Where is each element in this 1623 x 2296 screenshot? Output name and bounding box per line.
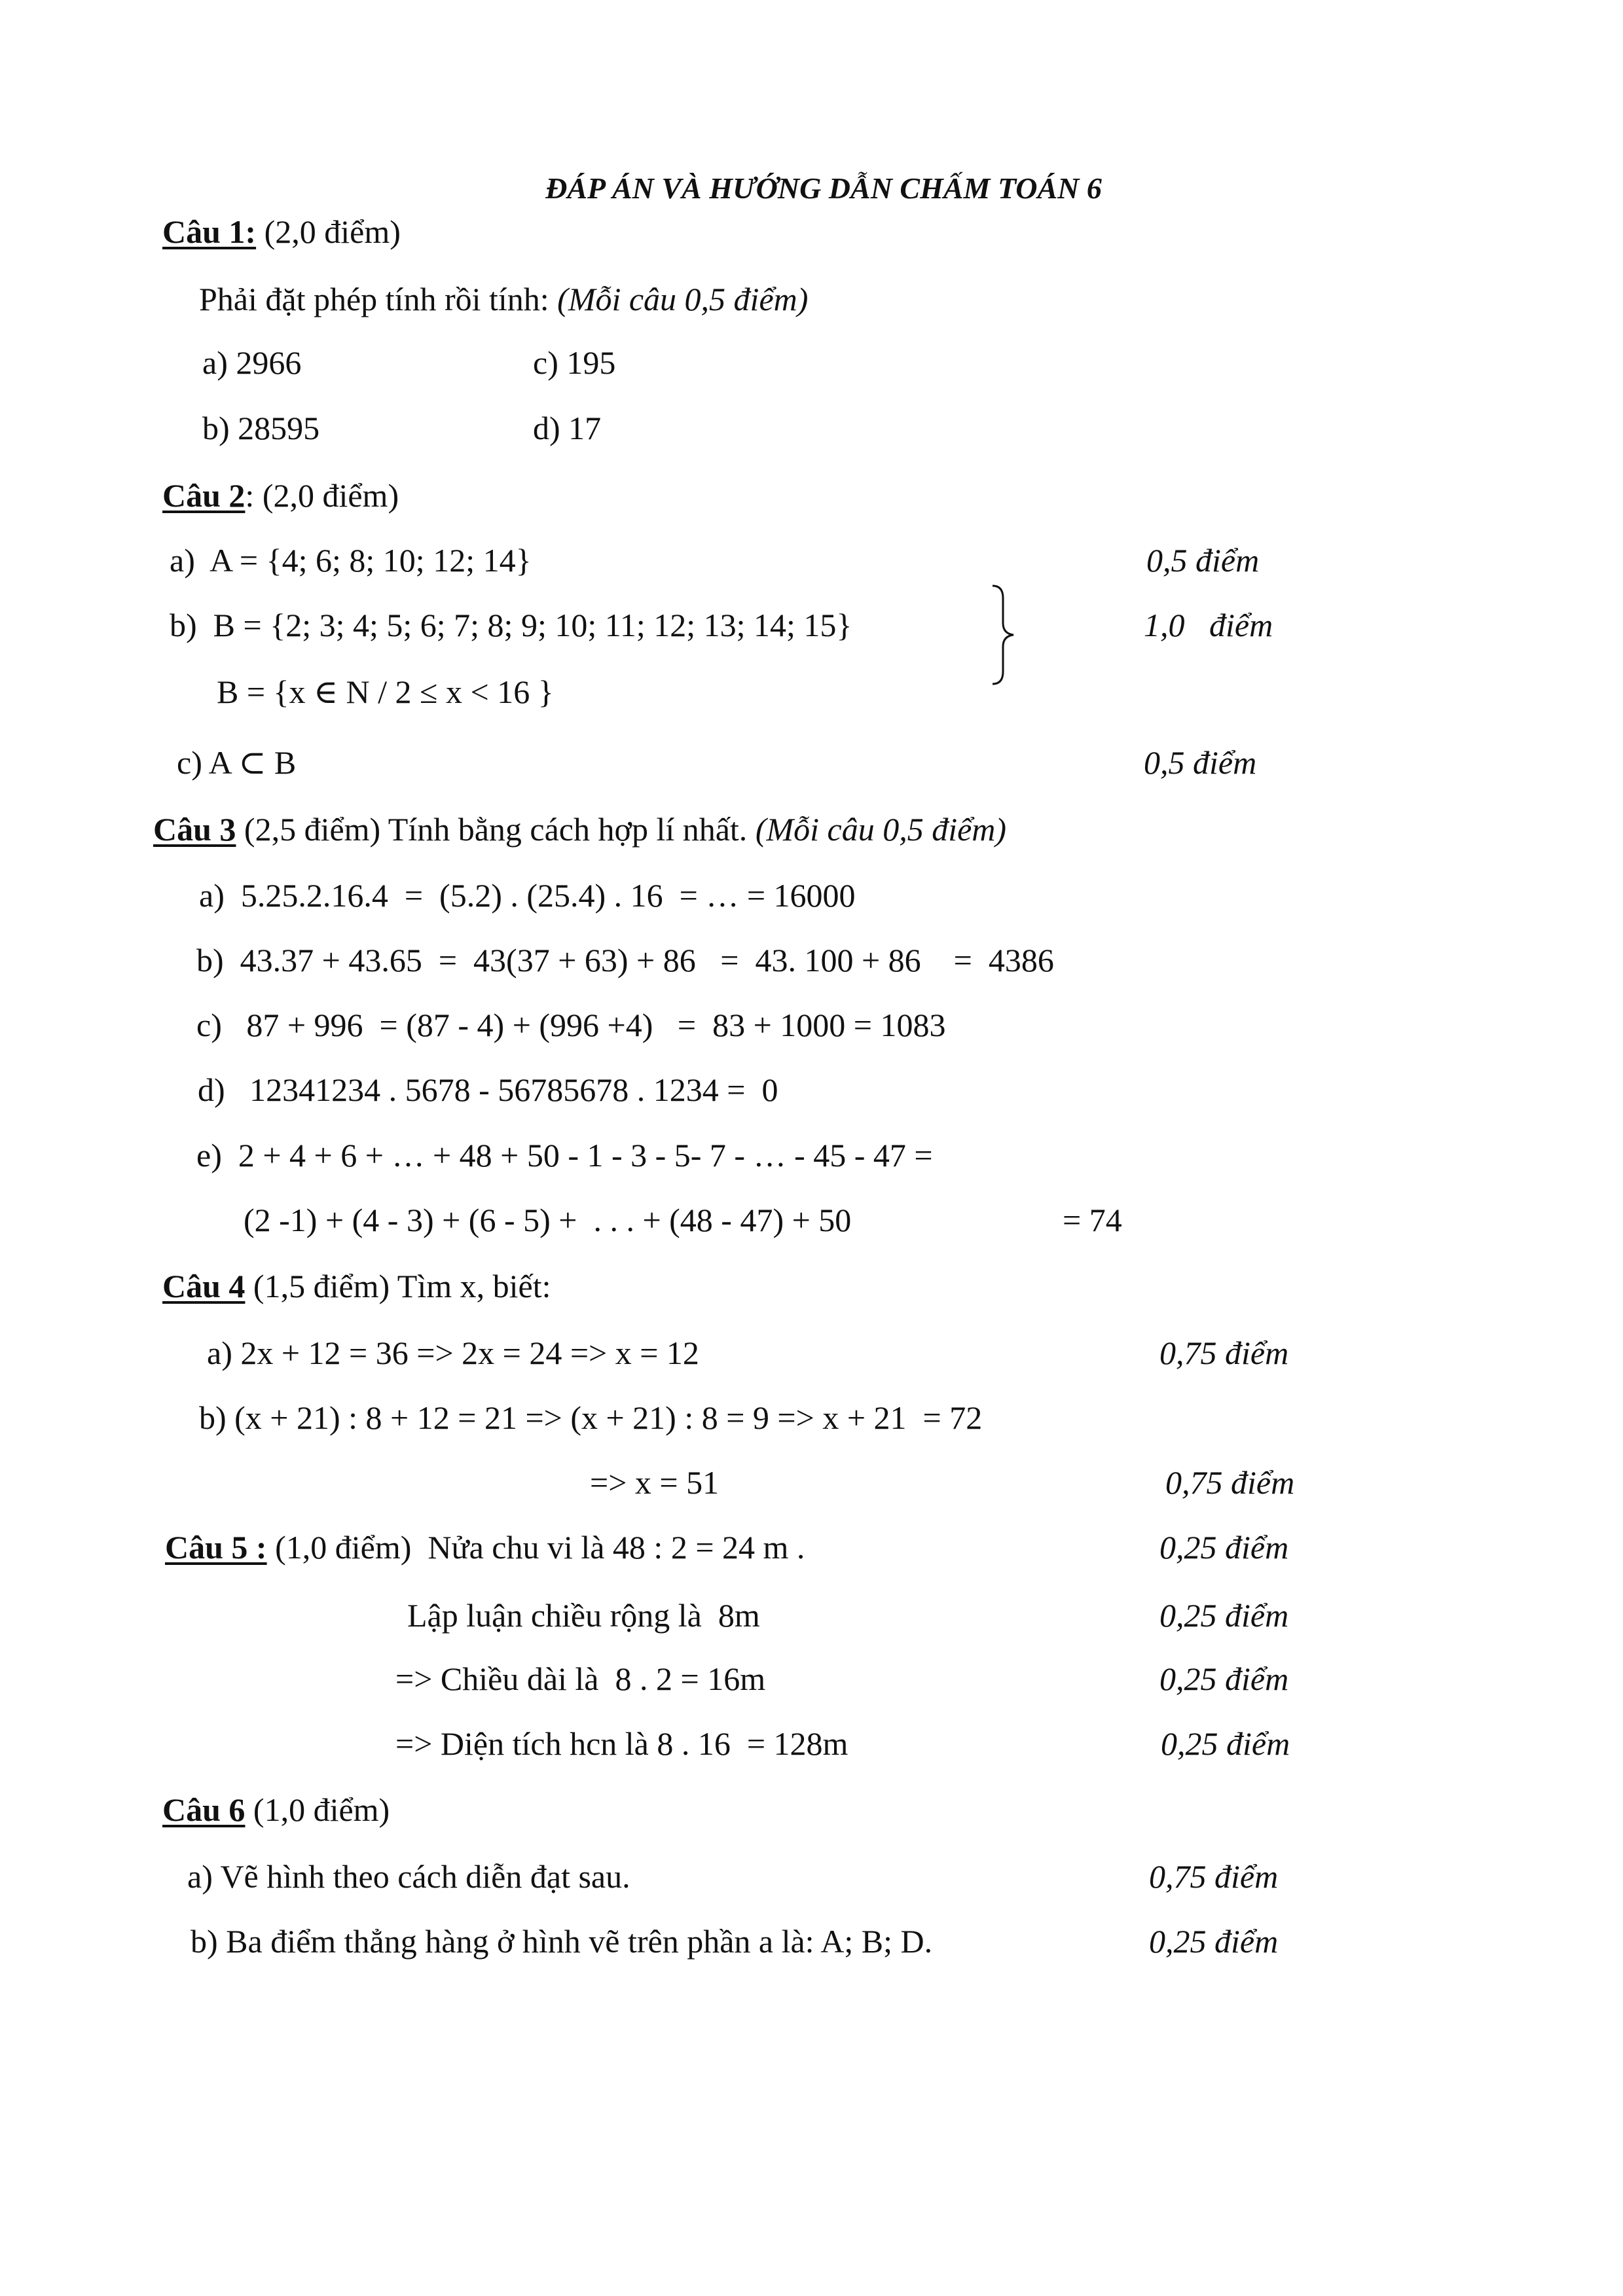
q1-heading: Câu 1: <box>162 213 257 250</box>
q2-answer-b: b) B = {2; 3; 4; 5; 6; 7; 8; 9; 10; 11; 12; 13; 14; 15} <box>170 607 852 643</box>
right-brace-icon <box>990 584 1023 686</box>
q5-score-4: 0,25 điểm <box>1161 1725 1290 1762</box>
q6-heading: Câu 6 <box>162 1791 246 1828</box>
q4-heading: Câu 4 <box>162 1268 246 1304</box>
q6-heading-line <box>162 1790 390 1829</box>
q4-answer-b: b) (x + 21) : 8 + 12 = 21 => (x + 21) : 8 = 9 => x + 21 = 72 <box>199 1399 983 1436</box>
q3-heading-line <box>153 810 1006 849</box>
q4-score-a: 0,75 điểm <box>1159 1335 1289 1371</box>
q3-answer-a: a) 5.25.2.16.4 = (5.2) . (25.4) . 16 = … = 16000 <box>199 877 856 914</box>
q3-heading: Câu 3 <box>153 811 236 848</box>
q1-heading-line <box>162 212 401 251</box>
q4-answer-b-result: => x = 51 <box>590 1464 720 1501</box>
q3-answer-d: d) 12341234 . 5678 - 56785678 . 1234 = 0 <box>198 1071 778 1108</box>
q2-answer-c: c) A ⊂ B <box>177 744 297 781</box>
q3-answer-e-result: = 74 <box>1063 1202 1122 1238</box>
q1-intro-note: (Mỗi câu 0,5 điểm) <box>557 281 809 317</box>
q2-heading: Câu 2 <box>162 477 246 514</box>
q3-answer-c: c) 87 + 996 = (87 - 4) + (996 +4) = 83 + 1000 = 1083 <box>196 1007 946 1043</box>
q2-score-b: 1,0 điểm <box>1144 607 1273 643</box>
q3-answer-e-expansion: (2 -1) + (4 - 3) + (6 - 5) + . . . + (48 - 47) + 50 <box>244 1202 852 1238</box>
q6-answer-b: b) Ba điểm thẳng hàng ở hình vẽ trên phần a là: A; B; D. <box>191 1923 933 1960</box>
q6-score-b: 0,25 điểm <box>1149 1923 1279 1960</box>
q5-line-4: => Diện tích hcn là 8 . 16 = 128m <box>395 1725 848 1762</box>
q1-intro-line <box>199 279 808 319</box>
q5-score-2: 0,25 điểm <box>1159 1597 1289 1634</box>
q5-score-1: 0,25 điểm <box>1159 1529 1289 1566</box>
q1-points: (2,0 điểm) <box>256 213 401 250</box>
q1-answer-a: a) 2966 <box>202 344 302 381</box>
q5-heading: Câu 5 : <box>165 1529 267 1566</box>
q6-score-a: 0,75 điểm <box>1149 1858 1279 1895</box>
document-title: ĐÁP ÁN VÀ HƯỚNG DẪN CHẤM TOÁN 6 <box>545 171 1102 205</box>
q5-score-3: 0,25 điểm <box>1159 1660 1289 1697</box>
q3-points: (2,5 điểm) Tính bằng cách hợp lí nhất. <box>236 811 756 848</box>
q1-intro: Phải đặt phép tính rồi tính: <box>199 281 558 317</box>
q3-answer-b: b) 43.37 + 43.65 = 43(37 + 63) + 86 = 43. 100 + 86 = 4386 <box>196 942 1054 978</box>
q5-line-3: => Chiều dài là 8 . 2 = 16m <box>395 1660 766 1697</box>
q3-answer-e: e) 2 + 4 + 6 + … + 48 + 50 - 1 - 3 - 5- 7 - … - 45 - 47 = <box>196 1137 933 1174</box>
q5-heading-line <box>165 1528 805 1567</box>
q6-points: (1,0 điểm) <box>245 1791 390 1828</box>
q4-score-b: 0,75 điểm <box>1165 1464 1295 1501</box>
q2-score-a: 0,5 điểm <box>1146 542 1260 579</box>
q4-answer-a: a) 2x + 12 = 36 => 2x = 24 => x = 12 <box>207 1335 699 1371</box>
q3-note: (Mỗi câu 0,5 điểm) <box>755 811 1007 848</box>
q2-points: : (2,0 điểm) <box>245 477 399 514</box>
q1-answer-c: c) 195 <box>533 344 616 381</box>
q5-points: (1,0 điểm) Nửa chu vi là 48 : 2 = 24 m . <box>266 1529 805 1566</box>
q4-points: (1,5 điểm) Tìm x, biết: <box>245 1268 551 1304</box>
q5-line-2: Lập luận chiều rộng là 8m <box>407 1597 760 1634</box>
q1-answer-b: b) 28595 <box>202 410 320 446</box>
q1-answer-d: d) 17 <box>533 410 602 446</box>
q2-heading-line <box>162 476 399 515</box>
q6-answer-a: a) Vẽ hình theo cách diễn đạt sau. <box>187 1858 630 1895</box>
q2-score-c: 0,5 điểm <box>1144 744 1257 781</box>
q2-answer-b-set-builder: B = {x ∈ N / 2 ≤ x < 16 } <box>217 673 554 710</box>
q2-answer-a: a) A = {4; 6; 8; 10; 12; 14} <box>170 542 532 579</box>
q4-heading-line <box>162 1266 551 1306</box>
